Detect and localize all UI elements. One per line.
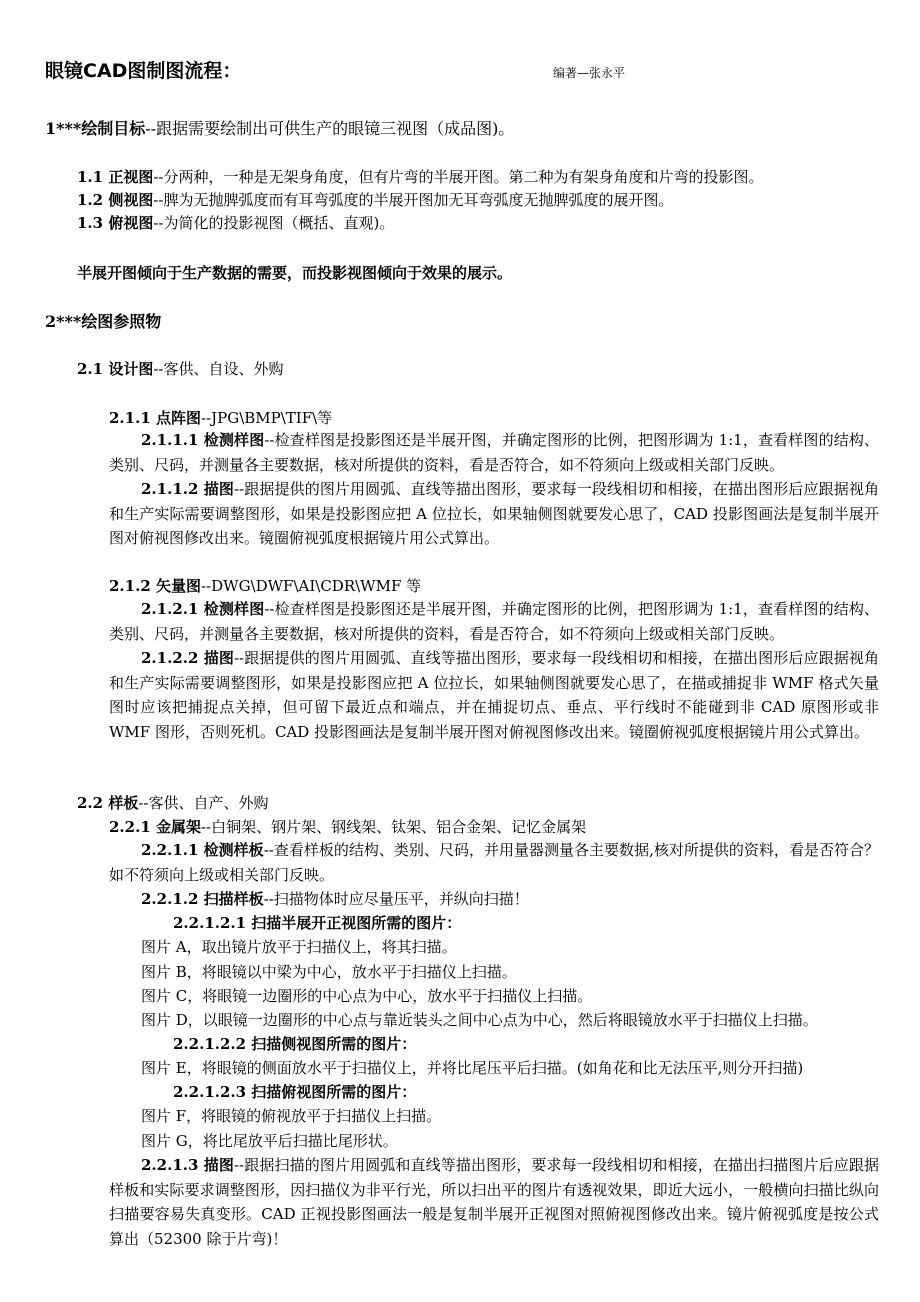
section-1-heading	[45, 118, 514, 140]
section-1-note	[77, 262, 512, 284]
item-1-1-label: 1.1 正视图	[77, 168, 154, 186]
image-item-e: 图片 E，将眼镜的侧面放水平于扫描仪上，并将比尾压平后扫描。(如角花和比无法压平,则分开扫描)	[141, 1059, 804, 1077]
item-1-3	[77, 212, 394, 234]
para-2-1-1-2	[109, 477, 879, 551]
para-2-1-1-2-text: --跟据提供的图片用圆弧、直线等描出图形，要求每一段线相切和相接，在描出图形后应跟据视角和生产实际需要调整图形，如果是投影图应把 A 位拉长，如果轴侧图就要发心思了，CAD 投影图画法是复制半展开图对俯视图修改出来。镜圈俯视弧度根据镜片用公式算出。	[109, 480, 879, 547]
para-2-1-1-1	[109, 428, 879, 477]
image-item-a: 图片 A，取出镜片放平于扫描仪上，将其扫描。	[141, 938, 457, 956]
sub-2-2-1-2-1-heading	[173, 912, 461, 934]
item-2-2-1-label: 2.2.1 金属架	[109, 818, 201, 836]
image-item-c: 图片 C，将眼镜一边圈形的中心点为中心，放水平于扫描仪上扫描。	[141, 987, 593, 1005]
item-2-2-1-text: --白铜架、钢片架、钢线架、钛架、铝合金架、记忆金属架	[200, 818, 587, 836]
item-1-2-text: --脾为无抛脾弧度而有耳弯弧度的半展开图加无耳弯弧度无抛脾弧度的展开图。	[153, 191, 674, 209]
section-2-heading	[45, 311, 161, 333]
para-2-2-1-2-text: --扫描物体时应尽量压平，并纵向扫描！	[263, 890, 529, 908]
item-2-1-1-text: --JPG\BMP\TIF\等	[200, 409, 333, 427]
item-2-1-1	[109, 407, 332, 429]
sub-2-2-1-2-2-heading	[173, 1033, 416, 1055]
section-2-title: 2***绘图参照物	[45, 312, 162, 331]
image-item-f: 图片 F，将眼镜的俯视放平于扫描仪上扫描。	[141, 1107, 442, 1125]
para-2-1-2-1-label: 2.1.2.1 检测样图	[141, 600, 265, 618]
item-2-1-label: 2.1 设计图	[77, 360, 154, 378]
para-2-2-1-1	[109, 838, 879, 887]
para-2-1-2-2	[109, 646, 879, 744]
para-2-2-1-1-text: --查看样板的结构、类别、尺码，并用量器测量各主要数据,核对所提供的资料，看是否符合？如不符须向上级或相关部门反映。	[109, 841, 879, 884]
item-2-1-2-label: 2.1.2 矢量图	[109, 577, 201, 595]
sub-2-2-1-2-2-label: 2.2.1.2.2 扫描侧视图所需的图片：	[173, 1035, 417, 1053]
image-item-b: 图片 B，将眼镜以中梁为中心，放水平于扫描仪上扫描。	[141, 963, 517, 981]
document-title: 眼镜CAD图制图流程：	[45, 60, 242, 82]
para-2-2-1-2	[141, 888, 529, 910]
image-item-d: 图片 D，以眼镜一边圈形的中心点与靠近装头之间中心点为中心，然后将眼镜放水平于扫描仪上扫描。	[141, 1011, 818, 1029]
item-2-1-1-label: 2.1.1 点阵图	[109, 409, 201, 427]
para-2-1-2-1-text: --检查样图是投影图还是半展开图，并确定图形的比例，把图形调为 1:1，查看样图的结构、类别、尺码，并测量各主要数据，核对所提供的资料，看是否符合，如不符须向上级或相关部门反映。	[109, 600, 879, 643]
item-1-2-label: 1.2 侧视图	[77, 191, 154, 209]
para-2-2-1-2-label: 2.2.1.2 扫描样板	[141, 890, 264, 908]
item-1-3-text: --为简化的投影视图（概括、直观)。	[153, 214, 395, 232]
para-2-1-1-1-text: --检查样图是投影图还是半展开图，并确定图形的比例，把图形调为 1:1，查看样图的结构、类别、尺码，并测量各主要数据，核对所提供的资料，看是否符合，如不符须向上级或相关部门反映。	[109, 431, 879, 474]
item-2-1-text: --客供、自设、外购	[153, 360, 284, 378]
para-2-1-2-2-text: --跟据提供的图片用圆弧、直线等描出图形，要求每一段线相切和相接，在描出图形后应跟据视角和生产实际需要调整图形，如果是投影图应把 A 位拉长，如果轴侧图就要发心思了，在描或捕捉非 WMF 格式矢量图时应该把捕捉点关掉，但可留下最近点和端点，并在捕捉切点、垂点、平行线时不能碰到非 CAD 原图形或非 WMF 图形，否则死机。CAD 投影图画法是复制半展开图对俯视图修改出来。镜圈俯视弧度根据镜片用公式算出。	[109, 649, 879, 741]
item-1-1	[77, 166, 763, 188]
item-2-2-label: 2.2 样板	[77, 794, 139, 812]
item-1-3-label: 1.3 俯视图	[77, 214, 154, 232]
image-item-g: 图片 G，将比尾放平后扫描比尾形状。	[141, 1132, 398, 1150]
item-2-2-1	[109, 816, 586, 838]
para-2-1-2-2-label: 2.1.2.2 描图	[141, 649, 234, 667]
para-2-1-1-1-label: 2.1.1.1 检测样图	[141, 431, 265, 449]
item-2-1-2	[109, 575, 421, 597]
item-2-1-2-text: --DWG\DWF\AI\CDR\WMF 等	[200, 577, 422, 595]
item-2-2	[77, 792, 268, 814]
para-2-2-1-1-label: 2.2.1.1 检测样板	[141, 841, 264, 859]
para-2-1-1-2-label: 2.1.1.2 描图	[141, 480, 234, 498]
sub-2-2-1-2-3-heading	[173, 1081, 416, 1103]
item-1-1-text: --分两种，一种是无架身角度，但有片弯的半展开图。第二种为有架身角度和片弯的投影图。	[153, 168, 764, 186]
para-2-2-1-3-text: --跟据扫描的图片用圆弧和直线等描出图形，要求每一段线相切和相接，在描出扫描图片后应跟据样板和实际要求调整图形，因扫描仪为非平行光，所以扫出平的图片有透视效果，即近大远小，一般横向扫描比纵向扫描要容易失真变形。CAD 正视投影图画法一般是复制半展开正视图对照俯视图修改出来。镜片俯视弧度是按公式算出（52300 除于片弯)！	[109, 1156, 879, 1248]
item-1-2	[77, 189, 673, 211]
item-2-2-text: --客供、自产、外购	[138, 794, 269, 812]
section-1-desc: --跟据需要绘制出可供生产的眼镜三视图（成品图)。	[145, 119, 515, 138]
para-2-2-1-3-label: 2.2.1.3 描图	[141, 1156, 234, 1174]
section-1-note-text: 半展开图倾向于生产数据的需要，而投影视图倾向于效果的展示。	[77, 264, 513, 282]
para-2-1-2-1	[109, 597, 879, 646]
item-2-1	[77, 358, 283, 380]
sub-2-2-1-2-1-label: 2.2.1.2.1 扫描半展开正视图所需的图片：	[173, 914, 462, 932]
para-2-2-1-3	[109, 1153, 879, 1251]
author-credit: 编著—张永平	[553, 66, 626, 80]
sub-2-2-1-2-3-label: 2.2.1.2.3 扫描俯视图所需的图片：	[173, 1083, 417, 1101]
section-1-title: 1***绘制目标	[45, 119, 146, 138]
